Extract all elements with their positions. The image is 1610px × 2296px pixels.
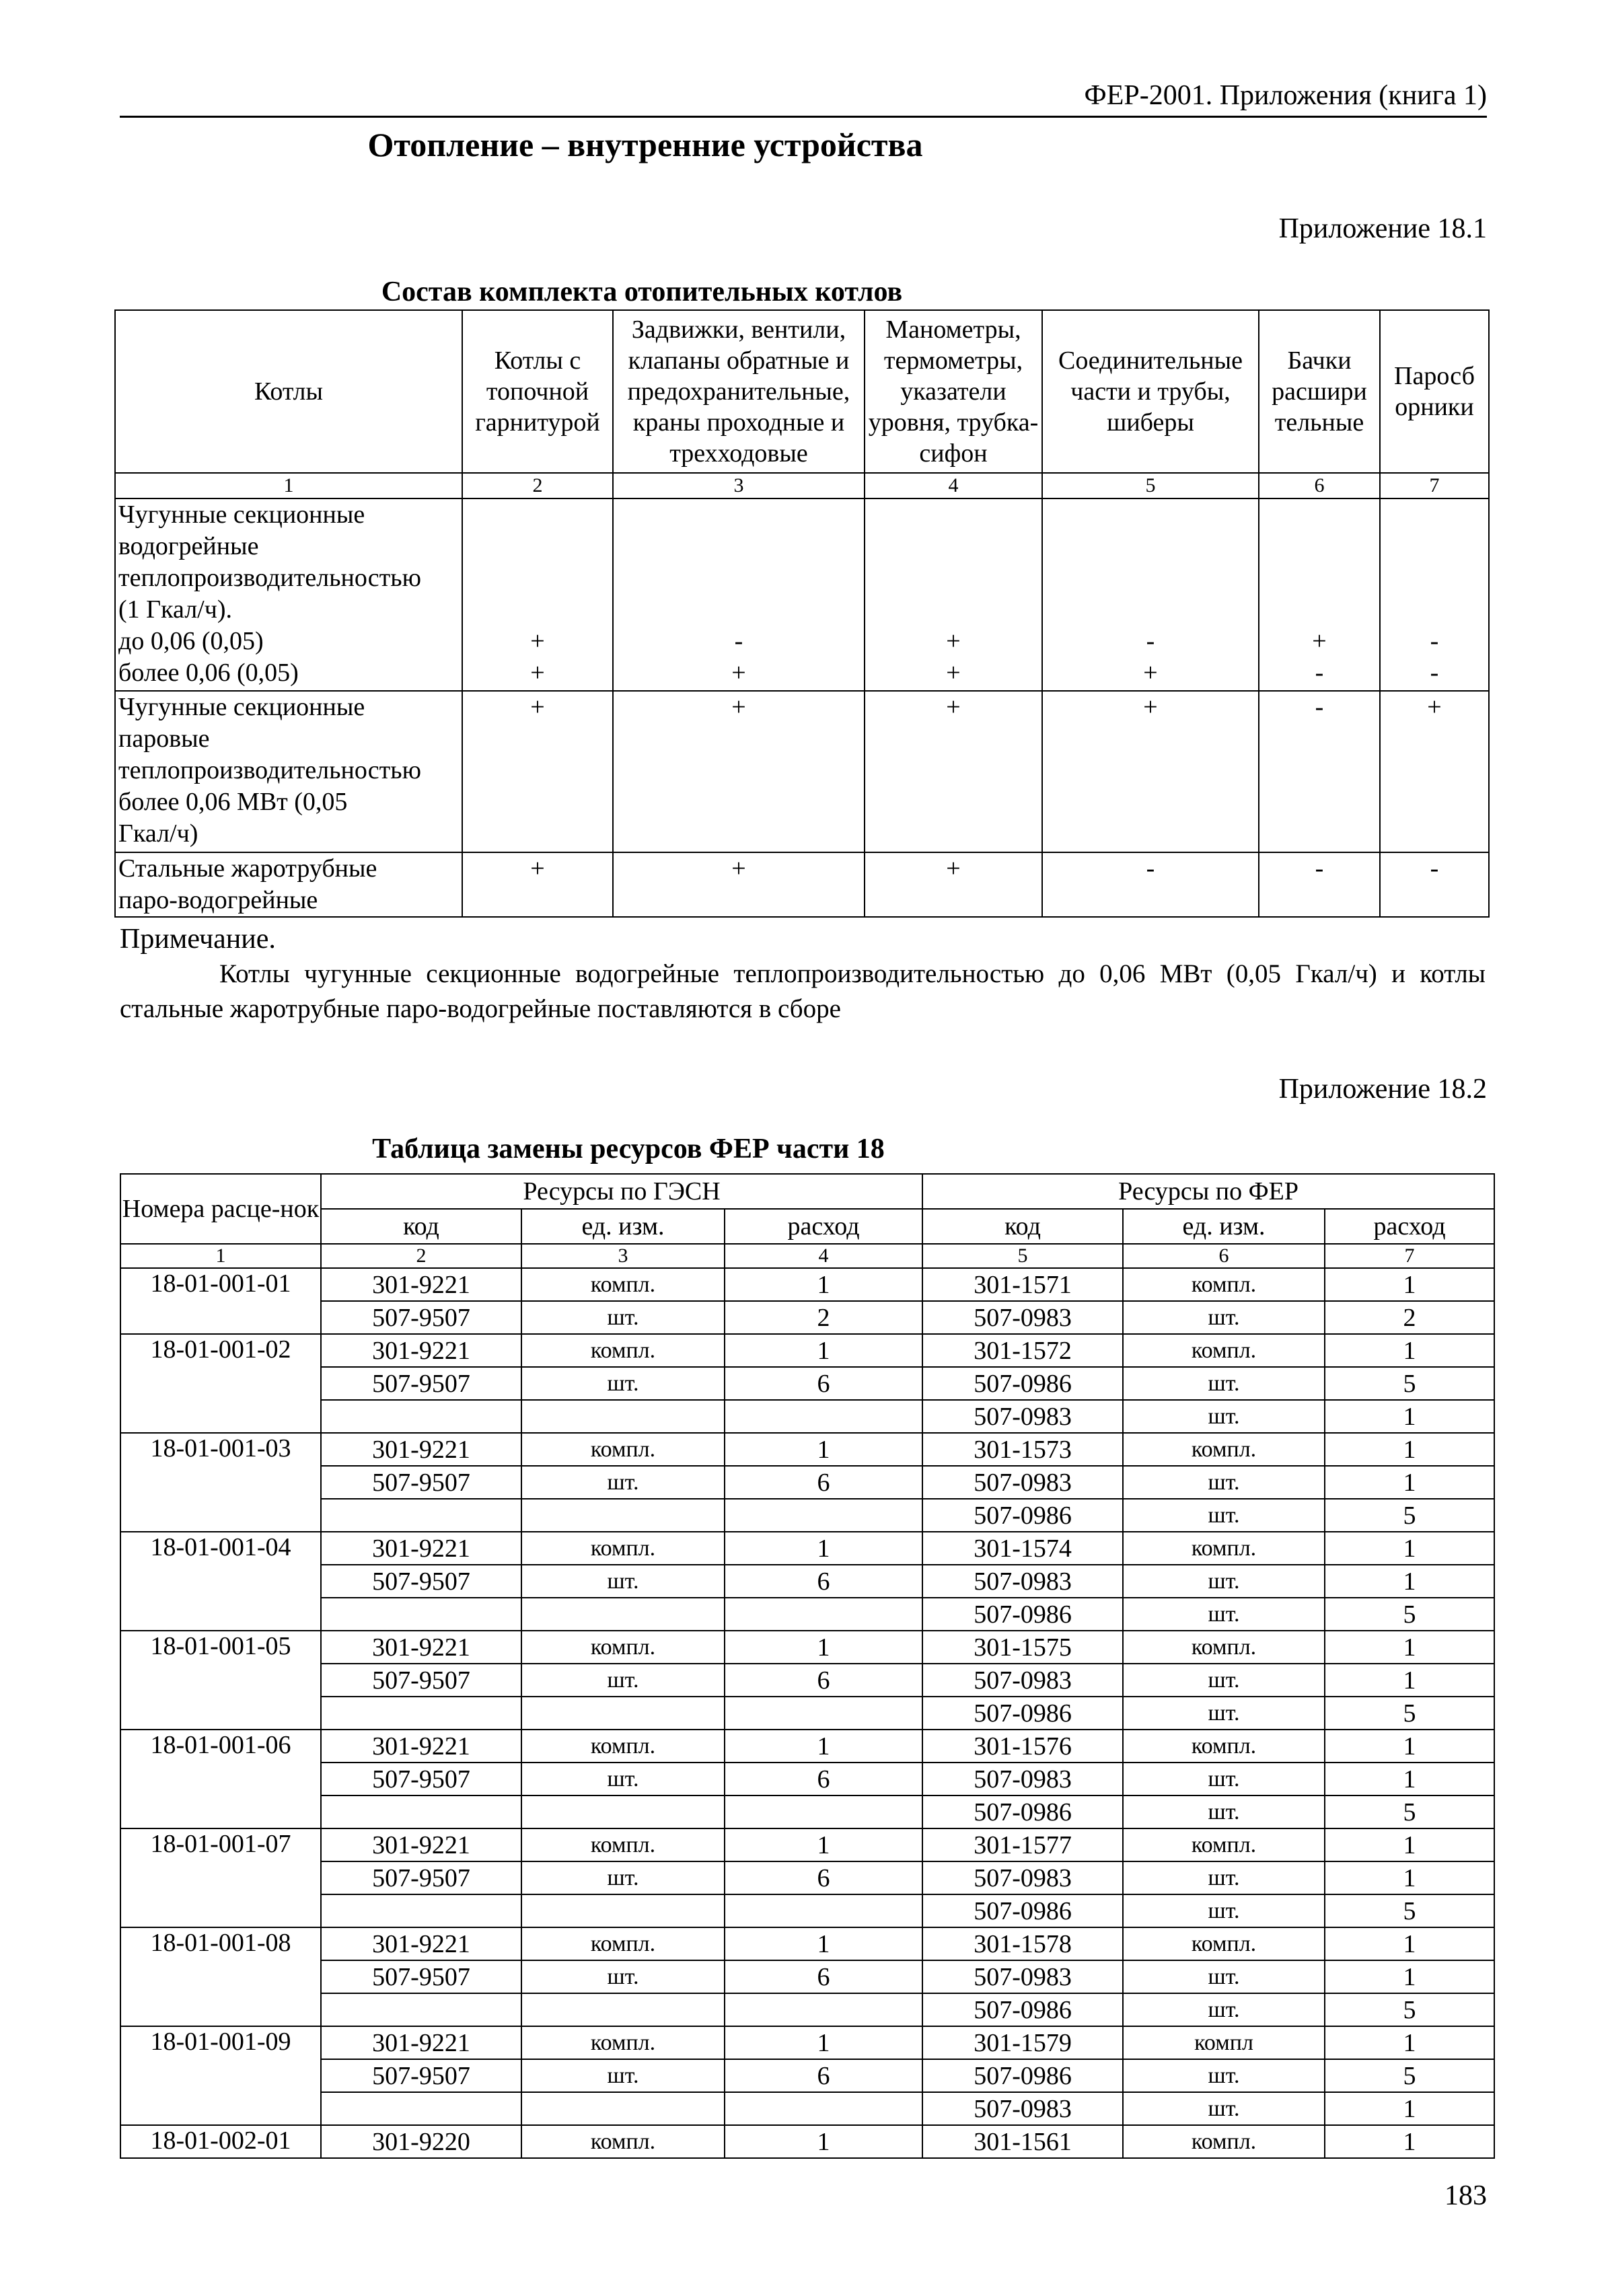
column-number: 1 <box>115 473 462 498</box>
kit-mark: + <box>946 627 961 655</box>
fer-amount: 1 <box>1325 1400 1494 1433</box>
kit-mark: + <box>1143 659 1158 687</box>
kit-mark: - <box>1430 659 1439 687</box>
fer-code: 507-0986 <box>922 1697 1123 1730</box>
gesn-amount: 6 <box>725 1367 922 1400</box>
table-row <box>120 1466 1494 1499</box>
gesn-amount <box>725 2092 922 2125</box>
fer-unit: компл. <box>1123 1334 1325 1367</box>
column-number: 4 <box>865 473 1042 498</box>
table-row <box>120 1927 1494 1960</box>
table-row <box>120 2026 1494 2059</box>
fer-amount: 1 <box>1325 1861 1494 1894</box>
rate-number: 18-01-001-04 <box>120 1532 321 1631</box>
boiler-type-line: паровые <box>118 725 210 753</box>
fer-unit: шт. <box>1123 1367 1325 1400</box>
fer-amount: 1 <box>1325 1664 1494 1697</box>
table1-number-row <box>115 473 1489 498</box>
fer-unit: компл. <box>1123 1268 1325 1301</box>
fer-amount: 1 <box>1325 1433 1494 1466</box>
column-number: 1 <box>120 1244 321 1268</box>
gesn-unit: компл. <box>521 1631 725 1664</box>
boiler-type-line: более 0,06 МВт (0,05 <box>118 788 348 816</box>
fer-amount: 1 <box>1325 1334 1494 1367</box>
fer-unit: шт. <box>1123 1499 1325 1532</box>
gesn-amount: 6 <box>725 2059 922 2092</box>
kit-mark: - <box>1259 691 1380 852</box>
gesn-amount: 1 <box>725 1631 922 1664</box>
gesn-code <box>321 1697 521 1730</box>
gesn-unit: компл. <box>521 1532 725 1565</box>
rate-number: 18-01-001-03 <box>120 1433 321 1532</box>
table-row <box>120 1433 1494 1466</box>
kit-mark-cell <box>1042 498 1259 691</box>
fer-amount: 5 <box>1325 1697 1494 1730</box>
fer-amount: 5 <box>1325 2059 1494 2092</box>
table1-header-row <box>115 310 1489 473</box>
gesn-amount: 6 <box>725 1565 922 1598</box>
fer-unit: шт. <box>1123 1763 1325 1795</box>
gesn-unit: шт. <box>521 1565 725 1598</box>
gesn-code: 301-9221 <box>321 1828 521 1861</box>
boiler-row <box>115 691 1489 852</box>
subheader-cell: расход <box>1325 1209 1494 1244</box>
fer-unit: компл. <box>1123 1828 1325 1861</box>
note-text: Котлы чугунные секционные водогрейные теплопроизводительностью до 0,06 МВт (0,05 Гкал/ч) и котлы стальные жаротрубные паро-водогрейные поставляются в сборе <box>120 959 1486 1023</box>
boiler-type-line: теплопроизводительностью <box>118 756 421 784</box>
kit-mark: + <box>1380 691 1489 852</box>
table-row <box>120 1367 1494 1400</box>
kit-mark-cell <box>865 498 1042 691</box>
fer-code: 507-0986 <box>922 1367 1123 1400</box>
gesn-unit: компл. <box>521 1433 725 1466</box>
table1-header-cell: Паросб орники <box>1380 310 1489 473</box>
table-row <box>120 1993 1494 2026</box>
kit-mark: + <box>462 852 613 917</box>
fer-unit: шт. <box>1123 1565 1325 1598</box>
fer-code: 507-0986 <box>922 1795 1123 1828</box>
kit-mark: + <box>865 691 1042 852</box>
gesn-amount: 6 <box>725 1861 922 1894</box>
gesn-amount: 1 <box>725 2026 922 2059</box>
gesn-amount: 6 <box>725 1763 922 1795</box>
boiler-type-line: теплопроизводительностью <box>118 564 421 592</box>
fer-unit: шт. <box>1123 2059 1325 2092</box>
table-row <box>120 1400 1494 1433</box>
table-row <box>120 2059 1494 2092</box>
gesn-amount: 6 <box>725 1664 922 1697</box>
table-row <box>120 2125 1494 2158</box>
rate-number: 18-01-001-05 <box>120 1631 321 1730</box>
gesn-code: 507-9507 <box>321 1367 521 1400</box>
kit-mark: - <box>734 627 743 655</box>
table2-number-row <box>120 1244 1494 1268</box>
rate-number: 18-01-001-02 <box>120 1334 321 1433</box>
gesn-code: 507-9507 <box>321 1664 521 1697</box>
boiler-type-line: (1 Гкал/ч). <box>118 595 232 624</box>
gesn-amount <box>725 1993 922 2026</box>
page-title: Отопление – внутренние устройства <box>367 126 923 163</box>
table-row <box>120 1960 1494 1993</box>
table1-header-cell: Задвижки, вентили, клапаны обратные и предохранительные, краны проходные и трехходовые <box>613 310 865 473</box>
fer-amount: 1 <box>1325 1927 1494 1960</box>
column-number: 6 <box>1123 1244 1325 1268</box>
gesn-unit <box>521 1795 725 1828</box>
gesn-code: 301-9221 <box>321 1268 521 1301</box>
fer-unit: компл. <box>1123 2125 1325 2158</box>
fer-code: 507-0983 <box>922 1565 1123 1598</box>
rate-number-header: Номера расце-нок <box>120 1174 321 1244</box>
fer-amount: 5 <box>1325 1499 1494 1532</box>
fer-unit: компл <box>1123 2026 1325 2059</box>
gesn-unit: компл. <box>521 1828 725 1861</box>
gesn-code <box>321 1894 521 1927</box>
table-row <box>120 1697 1494 1730</box>
gesn-amount: 1 <box>725 1433 922 1466</box>
boiler-type-line: Гкал/ч) <box>118 819 198 848</box>
fer-amount: 5 <box>1325 1993 1494 2026</box>
gesn-code <box>321 1598 521 1631</box>
fer-amount: 1 <box>1325 1466 1494 1499</box>
kit-mark: - <box>1380 852 1489 917</box>
fer-amount: 1 <box>1325 1631 1494 1664</box>
column-number: 5 <box>1042 473 1259 498</box>
gesn-amount: 1 <box>725 1927 922 1960</box>
gesn-unit: компл. <box>521 2125 725 2158</box>
gesn-code: 507-9507 <box>321 1565 521 1598</box>
gesn-amount: 1 <box>725 1828 922 1861</box>
fer-amount: 2 <box>1325 1301 1494 1334</box>
gesn-unit: шт. <box>521 1861 725 1894</box>
table-row <box>120 1894 1494 1927</box>
fer-code: 301-1561 <box>922 2125 1123 2158</box>
table-row <box>120 1861 1494 1894</box>
fer-code: 301-1572 <box>922 1334 1123 1367</box>
fer-code: 301-1576 <box>922 1730 1123 1763</box>
boiler-type-line: Чугунные секционные <box>118 501 365 529</box>
gesn-unit <box>521 2092 725 2125</box>
gesn-code: 301-9221 <box>321 2026 521 2059</box>
gesn-unit <box>521 1697 725 1730</box>
kit-mark: + <box>613 852 865 917</box>
table1-header-cell: Бачки расшири тельные <box>1259 310 1380 473</box>
rate-number: 18-01-001-08 <box>120 1927 321 2026</box>
table2-header-row <box>120 1174 1494 1209</box>
fer-code: 301-1579 <box>922 2026 1123 2059</box>
fer-amount: 1 <box>1325 1730 1494 1763</box>
gesn-unit: компл. <box>521 2026 725 2059</box>
header-rule <box>120 116 1487 118</box>
table-row <box>120 1532 1494 1565</box>
column-number: 6 <box>1259 473 1380 498</box>
kit-mark: + <box>865 852 1042 917</box>
resource-table-body <box>120 1174 1494 2158</box>
boiler-type-line: Чугунные секционные <box>118 693 365 721</box>
fer-unit: шт. <box>1123 1894 1325 1927</box>
fer-code: 301-1578 <box>922 1927 1123 1960</box>
fer-code: 507-0983 <box>922 2092 1123 2125</box>
subheader-cell: код <box>321 1209 521 1244</box>
rate-number: 18-01-001-06 <box>120 1730 321 1828</box>
fer-resources-header: Ресурсы по ФЕР <box>922 1174 1494 1209</box>
gesn-unit: компл. <box>521 1268 725 1301</box>
fer-code: 507-0986 <box>922 1894 1123 1927</box>
table-row <box>120 1795 1494 1828</box>
table2-subheader-row <box>120 1209 1494 1244</box>
fer-unit: шт. <box>1123 1993 1325 2026</box>
fer-code: 301-1577 <box>922 1828 1123 1861</box>
gesn-resources-header: Ресурсы по ГЭСН <box>321 1174 922 1209</box>
gesn-code: 507-9507 <box>321 1763 521 1795</box>
table1-header-cell: Манометры, термометры, указатели уровня, трубка-сифон <box>865 310 1042 473</box>
kit-mark: - <box>1042 852 1259 917</box>
fer-unit: шт. <box>1123 1697 1325 1730</box>
fer-unit: компл. <box>1123 1433 1325 1466</box>
fer-code: 507-0986 <box>922 1499 1123 1532</box>
fer-unit: шт. <box>1123 1598 1325 1631</box>
rate-number: 18-01-001-01 <box>120 1268 321 1334</box>
boiler-type-line: до 0,06 (0,05) <box>118 627 264 655</box>
gesn-code <box>321 1993 521 2026</box>
gesn-unit: шт. <box>521 2059 725 2092</box>
boiler-type-line: Стальные жаротрубные <box>118 854 377 883</box>
subheader-cell: ед. изм. <box>1123 1209 1325 1244</box>
fer-code: 507-0983 <box>922 1400 1123 1433</box>
fer-code: 507-0983 <box>922 1664 1123 1697</box>
fer-unit: шт. <box>1123 1960 1325 1993</box>
gesn-unit <box>521 1598 725 1631</box>
gesn-amount: 6 <box>725 1960 922 1993</box>
kit-mark: - <box>1259 852 1380 917</box>
column-number: 2 <box>462 473 613 498</box>
fer-amount: 1 <box>1325 2092 1494 2125</box>
gesn-unit <box>521 1499 725 1532</box>
column-number: 2 <box>321 1244 521 1268</box>
column-number: 5 <box>922 1244 1123 1268</box>
subheader-cell: расход <box>725 1209 922 1244</box>
gesn-amount <box>725 1598 922 1631</box>
kit-mark-cell <box>462 498 613 691</box>
gesn-unit: шт. <box>521 1763 725 1795</box>
note-title: Примечание. <box>120 924 276 955</box>
gesn-unit: шт. <box>521 1664 725 1697</box>
kit-mark: + <box>613 691 865 852</box>
fer-code: 507-0983 <box>922 1960 1123 1993</box>
table-row <box>120 1730 1494 1763</box>
fer-code: 301-1575 <box>922 1631 1123 1664</box>
gesn-code: 507-9507 <box>321 1861 521 1894</box>
gesn-code <box>321 1400 521 1433</box>
gesn-unit: шт. <box>521 1301 725 1334</box>
kit-mark-cell <box>613 498 865 691</box>
kit-mark: - <box>1430 627 1439 655</box>
table-row <box>120 1828 1494 1861</box>
fer-unit: шт. <box>1123 1400 1325 1433</box>
gesn-code: 301-9221 <box>321 1334 521 1367</box>
fer-amount: 1 <box>1325 2026 1494 2059</box>
resource-replacement-table <box>120 1173 1495 2159</box>
gesn-amount: 2 <box>725 1301 922 1334</box>
running-header: ФЕР-2001. Приложения (книга 1) <box>1084 80 1487 111</box>
table-row <box>120 1334 1494 1367</box>
fer-amount: 5 <box>1325 1894 1494 1927</box>
gesn-amount <box>725 1400 922 1433</box>
boiler-type-line: водогрейные <box>118 532 259 560</box>
gesn-code: 301-9221 <box>321 1631 521 1664</box>
table1-header-cell: Котлы с топочной гарнитурой <box>462 310 613 473</box>
column-number: 3 <box>613 473 865 498</box>
column-number: 3 <box>521 1244 725 1268</box>
table1-header-cell: Соединительные части и трубы, шиберы <box>1042 310 1259 473</box>
gesn-unit: компл. <box>521 1730 725 1763</box>
column-number: 7 <box>1325 1244 1494 1268</box>
fer-amount: 1 <box>1325 1532 1494 1565</box>
fer-amount: 1 <box>1325 1828 1494 1861</box>
column-number: 7 <box>1380 473 1489 498</box>
rate-number: 18-01-001-07 <box>120 1828 321 1927</box>
kit-mark-cell <box>1259 498 1380 691</box>
appendix-1-label: Приложение 18.1 <box>1278 213 1487 244</box>
fer-code: 507-0986 <box>922 2059 1123 2092</box>
table-row <box>120 1499 1494 1532</box>
gesn-unit: шт. <box>521 1367 725 1400</box>
gesn-amount: 1 <box>725 1334 922 1367</box>
kit-mark: + <box>462 691 613 852</box>
boiler-type-line: более 0,06 (0,05) <box>118 659 299 687</box>
fer-code: 507-0983 <box>922 1763 1123 1795</box>
table-row <box>120 1565 1494 1598</box>
gesn-amount: 6 <box>725 1466 922 1499</box>
fer-unit: шт. <box>1123 1664 1325 1697</box>
table-row <box>120 2092 1494 2125</box>
fer-amount: 1 <box>1325 1565 1494 1598</box>
fer-unit: шт. <box>1123 1301 1325 1334</box>
kit-mark: + <box>530 627 545 655</box>
table-row <box>120 1268 1494 1301</box>
rate-number: 18-01-002-01 <box>120 2125 321 2158</box>
gesn-amount <box>725 1697 922 1730</box>
gesn-amount: 1 <box>725 2125 922 2158</box>
appendix-2-label: Приложение 18.2 <box>1278 1074 1487 1105</box>
fer-code: 507-0986 <box>922 1993 1123 2026</box>
gesn-code: 507-9507 <box>321 1466 521 1499</box>
fer-code: 507-0983 <box>922 1466 1123 1499</box>
gesn-code: 507-9507 <box>321 1301 521 1334</box>
rate-number: 18-01-001-09 <box>120 2026 321 2125</box>
gesn-code: 301-9220 <box>321 2125 521 2158</box>
table-row <box>120 1664 1494 1697</box>
gesn-amount <box>725 1499 922 1532</box>
fer-amount: 5 <box>1325 1367 1494 1400</box>
table2-caption: Таблица замены ресурсов ФЕР части 18 <box>372 1134 885 1164</box>
table-row <box>120 1763 1494 1795</box>
gesn-code <box>321 1795 521 1828</box>
fer-code: 507-0983 <box>922 1301 1123 1334</box>
gesn-unit: шт. <box>521 1466 725 1499</box>
kit-mark: + <box>1312 627 1327 655</box>
table1-header-cell: Котлы <box>115 310 462 473</box>
fer-code: 301-1574 <box>922 1532 1123 1565</box>
gesn-unit: компл. <box>521 1334 725 1367</box>
fer-unit: компл. <box>1123 1631 1325 1664</box>
gesn-code: 507-9507 <box>321 1960 521 1993</box>
kit-mark: - <box>1146 627 1155 655</box>
gesn-code: 301-9221 <box>321 1927 521 1960</box>
fer-unit: шт. <box>1123 2092 1325 2125</box>
fer-amount: 1 <box>1325 2125 1494 2158</box>
boiler-type-cell <box>115 852 462 917</box>
subheader-cell: ед. изм. <box>521 1209 725 1244</box>
gesn-code: 301-9221 <box>321 1433 521 1466</box>
boiler-kit-table <box>114 309 1490 918</box>
table-row <box>120 1301 1494 1334</box>
table-row <box>120 1598 1494 1631</box>
fer-amount: 1 <box>1325 1763 1494 1795</box>
kit-mark: + <box>946 659 961 687</box>
gesn-amount: 1 <box>725 1532 922 1565</box>
fer-amount: 1 <box>1325 1960 1494 1993</box>
boiler-row <box>115 852 1489 917</box>
fer-unit: компл. <box>1123 1532 1325 1565</box>
kit-mark: + <box>530 659 545 687</box>
subheader-cell: код <box>922 1209 1123 1244</box>
gesn-unit <box>521 1894 725 1927</box>
gesn-amount <box>725 1894 922 1927</box>
kit-mark: - <box>1315 659 1324 687</box>
gesn-unit: компл. <box>521 1927 725 1960</box>
gesn-code <box>321 2092 521 2125</box>
table1-caption: Состав комплекта отопительных котлов <box>381 276 903 307</box>
gesn-code <box>321 1499 521 1532</box>
fer-unit: шт. <box>1123 1466 1325 1499</box>
kit-mark: + <box>1042 691 1259 852</box>
boiler-type-cell <box>115 498 462 691</box>
gesn-unit: шт. <box>521 1960 725 1993</box>
fer-unit: шт. <box>1123 1795 1325 1828</box>
kit-mark-cell <box>1380 498 1489 691</box>
gesn-amount: 1 <box>725 1268 922 1301</box>
fer-unit: компл. <box>1123 1730 1325 1763</box>
gesn-unit <box>521 1993 725 2026</box>
boiler-type-line: паро-водогрейные <box>118 886 318 914</box>
fer-code: 507-0986 <box>922 1598 1123 1631</box>
fer-amount: 5 <box>1325 1795 1494 1828</box>
fer-amount: 5 <box>1325 1598 1494 1631</box>
fer-code: 301-1573 <box>922 1433 1123 1466</box>
gesn-code: 507-9507 <box>321 2059 521 2092</box>
fer-code: 301-1571 <box>922 1268 1123 1301</box>
gesn-code: 301-9221 <box>321 1532 521 1565</box>
table-row <box>120 1631 1494 1664</box>
fer-unit: шт. <box>1123 1861 1325 1894</box>
fer-unit: компл. <box>1123 1927 1325 1960</box>
boiler-type-cell <box>115 691 462 852</box>
page-number: 183 <box>1444 2180 1487 2211</box>
gesn-code: 301-9221 <box>321 1730 521 1763</box>
gesn-unit <box>521 1400 725 1433</box>
column-number: 4 <box>725 1244 922 1268</box>
kit-mark: + <box>731 659 746 687</box>
fer-code: 507-0983 <box>922 1861 1123 1894</box>
gesn-amount <box>725 1795 922 1828</box>
boiler-row <box>115 498 1489 691</box>
gesn-amount: 1 <box>725 1730 922 1763</box>
fer-amount: 1 <box>1325 1268 1494 1301</box>
